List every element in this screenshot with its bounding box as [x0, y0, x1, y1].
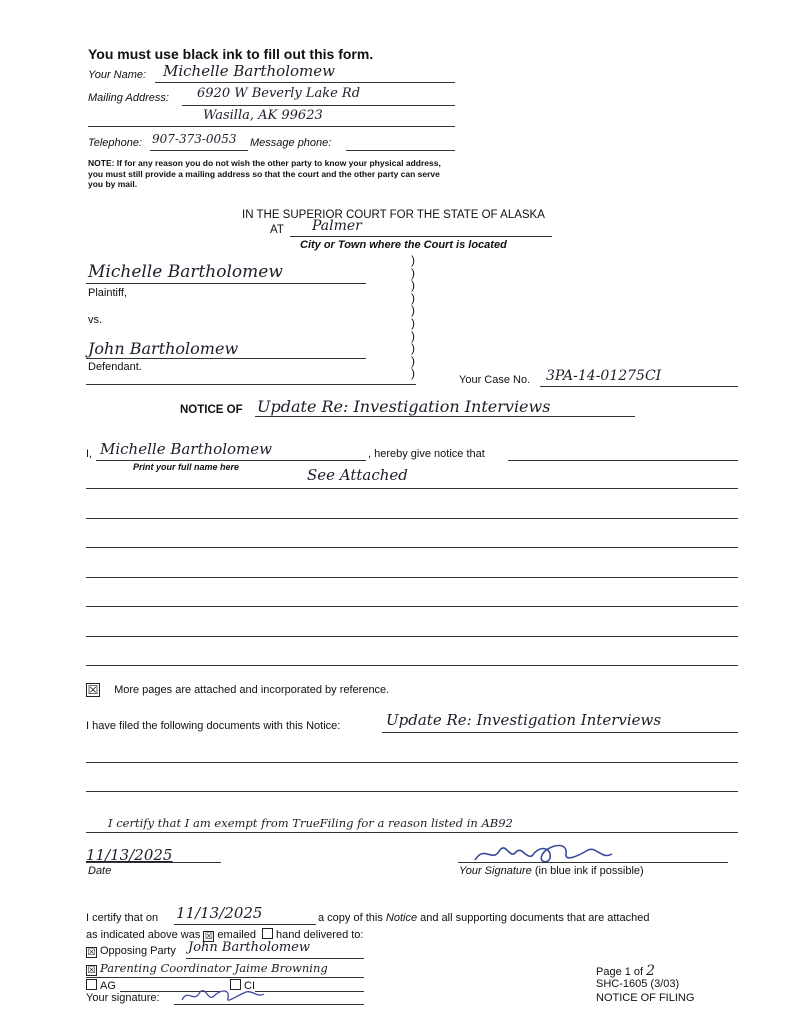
defendant-value[interactable]: John Bartholomew: [88, 339, 239, 358]
indicated-text: as indicated above was: [86, 929, 201, 941]
address-line1-value[interactable]: 6920 W Beverly Lake Rd: [197, 86, 361, 101]
filed-docs-value[interactable]: Update Re: Investigation Interviews: [386, 711, 662, 729]
signature-label-row: [459, 865, 644, 877]
address-note: NOTE: If for any reason you do not wish the other party to know your physical address, you must still provide a mailing address so that the court and the other party can serve you by mail.: [88, 158, 441, 189]
print-name-caption: Print your full name here: [133, 462, 240, 472]
signature-mark: [470, 838, 640, 868]
certify-label: I certify that on: [86, 912, 159, 924]
more-pages-row: [86, 683, 389, 697]
and-text: and all supporting documents that are attached: [420, 912, 650, 924]
hand-delivered-checkbox[interactable]: [262, 928, 273, 939]
caption-bracket: ) ) ) ) ) ) ) ) ) ): [411, 253, 415, 381]
address-label: Mailing Address:: [88, 92, 169, 104]
date-value[interactable]: 11/13/2025: [86, 846, 173, 864]
parenting-checkbox[interactable]: ☒: [87, 965, 96, 975]
i-label: I,: [86, 448, 93, 460]
opposing-checkbox[interactable]: ☒: [87, 947, 96, 957]
defendant-label: Defendant.: [88, 361, 142, 373]
ci-label: CI: [244, 980, 255, 992]
address-line2-value[interactable]: Wasilla, AK 99623: [203, 108, 323, 123]
ag-label: AG: [100, 980, 116, 992]
emailed-label: emailed: [217, 929, 256, 941]
opposing-label: Opposing Party: [100, 945, 176, 957]
form-title: NOTICE OF FILING: [596, 992, 695, 1004]
case-number-label: Your Case No.: [459, 374, 531, 386]
your-sig-label: Your signature:: [86, 992, 160, 1004]
phone-value[interactable]: 907-373-0053: [152, 132, 237, 146]
form-instruction: You must use black ink to fill out this form.: [88, 46, 374, 62]
page-total: 2: [646, 963, 656, 979]
name-label: Your Name:: [88, 69, 147, 81]
phone-label: Telephone:: [88, 137, 143, 149]
signature-label: Your Signature: [459, 865, 532, 877]
message-phone-label: Message phone:: [250, 137, 332, 149]
court-title: IN THE SUPERIOR COURT FOR THE STATE OF ALASKA: [242, 209, 545, 221]
full-name-value[interactable]: Michelle Bartholomew: [100, 440, 272, 458]
parenting-row: [86, 963, 100, 976]
small-signature-mark: [178, 984, 268, 1006]
plaintiff-label: Plaintiff,: [88, 287, 127, 299]
notice-word: Notice: [385, 912, 418, 924]
ag-row: [86, 979, 116, 992]
notice-body-value[interactable]: See Attached: [307, 466, 408, 484]
notice-heading: NOTICE OF: [180, 404, 243, 416]
copy-text-row: [318, 912, 649, 924]
court-location-value[interactable]: Palmer: [312, 218, 362, 234]
filed-docs-label: I have filed the following documents with this Notice:: [86, 720, 341, 732]
more-pages-label: More pages are attached and incorporated by reference.: [114, 684, 390, 696]
case-number-value[interactable]: 3PA-14-01275CI: [546, 368, 662, 384]
form-id: SHC-1605 (3/03): [596, 978, 680, 990]
exempt-note: I certify that I am exempt from TrueFiling for a reason listed in AB92: [108, 816, 513, 830]
opposing-row: [86, 945, 176, 958]
court-at-label: AT: [270, 224, 284, 236]
hereby-text: , hereby give notice that: [368, 448, 485, 460]
ag-checkbox[interactable]: [86, 979, 97, 990]
opposing-value[interactable]: John Bartholomew: [188, 940, 310, 955]
page-row: [596, 963, 655, 979]
parenting-value[interactable]: Parenting Coordinator Jaime Browning: [100, 961, 328, 975]
notice-heading-value[interactable]: Update Re: Investigation Interviews: [257, 397, 551, 416]
court-location-caption: City or Town where the Court is located: [300, 239, 507, 251]
signature-paren: (in blue ink if possible): [534, 865, 644, 877]
vs-label: vs.: [88, 314, 103, 326]
plaintiff-value[interactable]: Michelle Bartholomew: [88, 262, 283, 282]
certify-date-value[interactable]: 11/13/2025: [176, 904, 263, 922]
page-label: Page 1 of: [596, 966, 644, 978]
date-label: Date: [88, 865, 112, 877]
name-value[interactable]: Michelle Bartholomew: [163, 62, 335, 80]
emailed-checkbox[interactable]: ☒: [204, 931, 213, 941]
copy-text: a copy of this: [318, 912, 383, 924]
hand-delivered-label: hand delivered to:: [276, 929, 364, 941]
more-pages-checkbox[interactable]: ☒: [87, 683, 99, 697]
